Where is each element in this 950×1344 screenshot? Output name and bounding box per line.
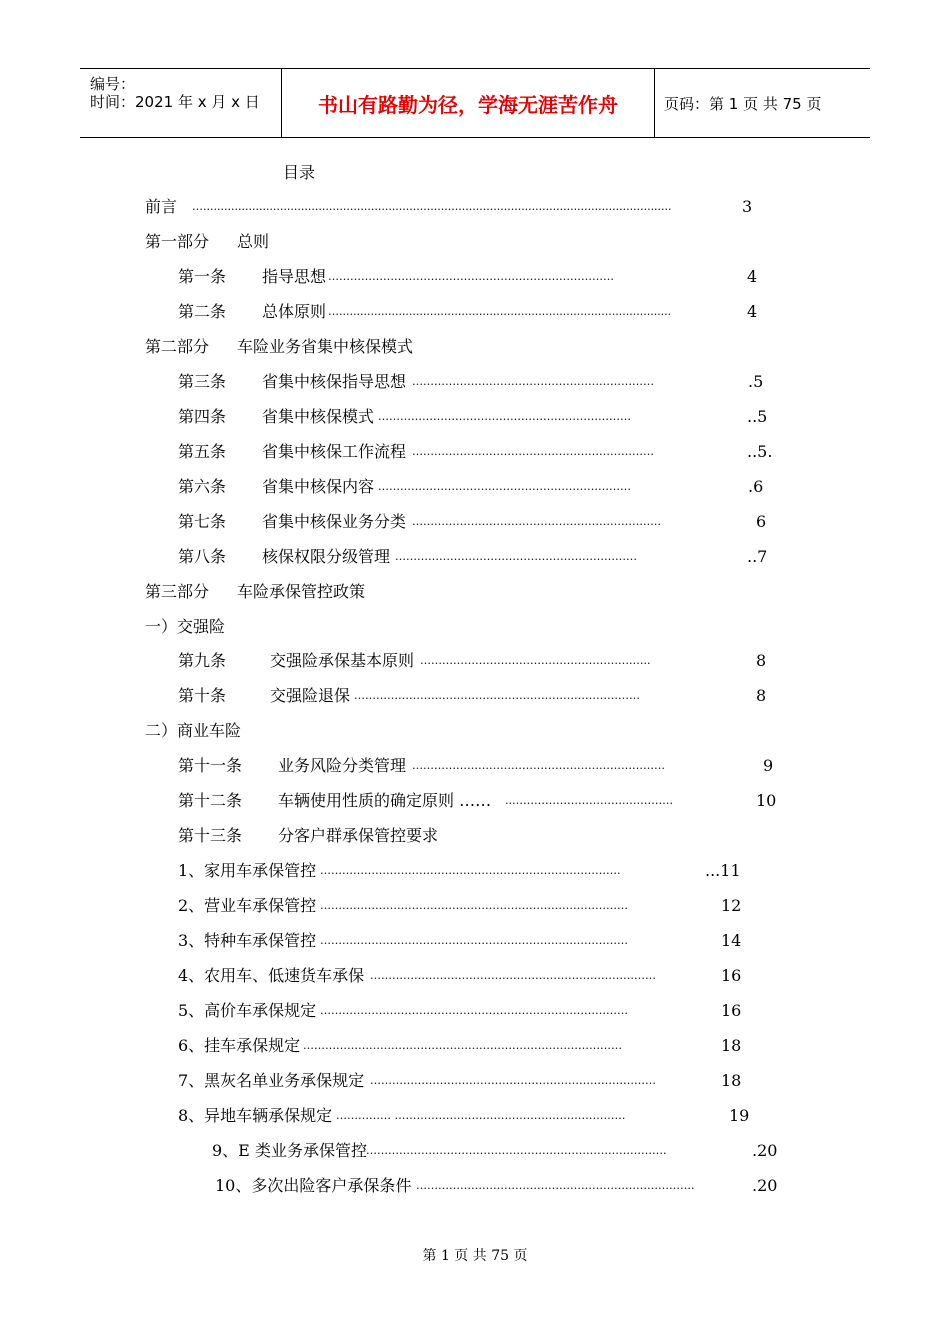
toc-entry-leader: ..………………………….…………. — [505, 794, 673, 807]
toc-entry-leader: ………………………………………………………………………… — [320, 1004, 628, 1017]
toc-entry-page: 4 — [747, 302, 758, 321]
toc-entry[interactable] — [178, 265, 800, 289]
toc-entry[interactable] — [178, 1104, 800, 1128]
toc-entry-title: 省集中核保业务分类 — [262, 512, 407, 531]
toc-entry[interactable] — [178, 824, 800, 848]
page-info: 页码：第 1 页 共 75 页 — [664, 94, 822, 113]
toc-entry-page: 12 — [721, 896, 742, 915]
toc-entry[interactable] — [178, 754, 800, 778]
toc-entry[interactable] — [178, 545, 800, 569]
toc-entry-title: 省集中核保指导思想 — [262, 372, 407, 391]
toc-entry-leader: …………… ……………………………………………………… — [336, 1109, 626, 1122]
toc-entry-leader: ………………………………………………………………………… — [320, 899, 628, 912]
toc-entry-leader: …………………………………………………………… — [378, 480, 631, 493]
toc-entry-page: 3 — [742, 197, 753, 216]
toc-entry-label: 第三条 — [178, 372, 227, 391]
toc-entry[interactable] — [212, 1139, 800, 1163]
doc-date-label: 时间：2021 年 x 月 x 日 — [90, 93, 260, 111]
toc-entry-page: 10 — [756, 791, 777, 810]
toc-entry-page: 19 — [729, 1106, 750, 1125]
toc-entry-title: 交强险承保基本原则 — [270, 651, 415, 670]
toc-entry-leader: ………………………………………………………… — [395, 550, 637, 563]
toc-entry[interactable] — [178, 300, 800, 324]
toc-entry[interactable] — [145, 335, 800, 359]
toc-entry-page: ..5. — [747, 442, 773, 461]
toc-entry-page: 8 — [756, 651, 767, 670]
toc-entry-page: .20 — [752, 1176, 778, 1195]
toc-entry-title: 总体原则 — [262, 302, 327, 321]
toc-entry[interactable] — [178, 405, 800, 429]
toc-entry[interactable] — [178, 894, 800, 918]
toc-entry-leader: ……………………………………………………….…. — [412, 515, 661, 528]
toc-entry-title: 省集中核保模式 — [262, 407, 375, 426]
toc-entry-label: 第九条 — [178, 651, 227, 670]
toc-entry-title: 指导思想 — [262, 267, 327, 286]
toc-entry[interactable] — [145, 195, 800, 219]
toc-entry-label: 10、多次出险客户承保条件 — [215, 1176, 412, 1195]
toc-entry-leader: …...................................................................................................................................... — [192, 200, 672, 213]
toc-entry-page: .5 — [748, 372, 764, 391]
toc-entry-page: ...11 — [705, 861, 741, 880]
toc-entry[interactable] — [215, 1174, 800, 1198]
toc-entry-page: 8 — [756, 686, 767, 705]
toc-entry-label: 第五条 — [178, 442, 227, 461]
toc-entry[interactable] — [178, 789, 800, 813]
toc-entry-page: 16 — [721, 1001, 742, 1020]
toc-entry[interactable] — [145, 615, 800, 639]
toc-entry-title: 总则 — [237, 232, 270, 251]
toc-entry-page: 9 — [763, 756, 774, 775]
toc-entry-leader: …………………………………………………………………………… — [303, 1039, 622, 1052]
toc-entry-label: 2、营业车承保管控 — [178, 896, 317, 915]
doc-id-label: 编号： — [90, 75, 136, 93]
toc-entry[interactable] — [145, 580, 800, 604]
toc-entry-label: 1、家用车承保管控 — [178, 861, 317, 880]
toc-entry-title: 核保权限分级管理 — [262, 547, 391, 566]
toc-entry-page: ..7 — [747, 547, 768, 566]
toc-entry-label: 第一部分 — [145, 232, 210, 251]
toc-entry-label: 二）商业车险 — [145, 721, 242, 740]
toc-entry-page: 4 — [747, 267, 758, 286]
toc-entry-label: 第十二条 — [178, 791, 243, 810]
toc-entry-label: 3、特种车承保管控 — [178, 931, 317, 950]
toc-entry-label: 第二条 — [178, 302, 227, 321]
toc-entry-label: 第十条 — [178, 686, 227, 705]
toc-title: 目录 — [283, 163, 316, 182]
page-footer: 第 1 页 共 75 页 — [422, 1248, 528, 1264]
toc-entry[interactable] — [178, 684, 800, 708]
motto-text: 书山有路勤为径，学海无涯苦作舟 — [282, 69, 655, 137]
toc-entry[interactable] — [178, 649, 800, 673]
toc-entry[interactable] — [178, 510, 800, 534]
toc-entry-label: 6、挂车承保规定 — [178, 1036, 301, 1055]
toc-entry-leader: ………………………………………………………… — [412, 445, 654, 458]
toc-entry-label: 前言 — [145, 197, 178, 216]
toc-entry[interactable] — [145, 719, 800, 743]
toc-entry-leader: …………………………………………………………………. — [416, 1179, 695, 1192]
toc-entry-page: 14 — [721, 931, 742, 950]
toc-entry[interactable] — [178, 1069, 800, 1093]
toc-entry-label: 8、异地车辆承保规定 — [178, 1106, 333, 1125]
toc-entry-page: .20 — [752, 1141, 778, 1160]
toc-entry-leader: ………………………………………………………………………. — [320, 864, 621, 877]
toc-entry[interactable] — [145, 230, 800, 254]
toc-entry-label: 第三部分 — [145, 582, 210, 601]
toc-entry-leader: …………………………………………………………………… — [328, 270, 614, 283]
toc-entry-label: 5、高价车承保规定 — [178, 1001, 317, 1020]
toc-entry-page: .6 — [748, 477, 764, 496]
toc-entry[interactable] — [178, 929, 800, 953]
toc-entry-page: 18 — [721, 1071, 742, 1090]
toc-entry-page: 6 — [756, 512, 767, 531]
toc-entry[interactable] — [178, 1034, 800, 1058]
toc-entry-label: 第一条 — [178, 267, 227, 286]
toc-entry-label: 第四条 — [178, 407, 227, 426]
toc-entry-label: 第七条 — [178, 512, 227, 531]
toc-entry-title: 省集中核保内容 — [262, 477, 375, 496]
toc-entry-label: 第八条 — [178, 547, 227, 566]
toc-entry-title: 分客户群承保管控要求 — [278, 826, 439, 845]
toc-entry-label: 第六条 — [178, 477, 227, 496]
toc-entry-leader: …………………………………………………………………… — [354, 689, 640, 702]
toc-entry-label: 4、农用车、低速货车承保 — [178, 966, 365, 985]
toc-entry-label: 7、黑灰名单业务承保规定 — [178, 1071, 365, 1090]
toc-entry-leader: ………………………………………………………… — [412, 375, 654, 388]
toc-entry-label: 第十三条 — [178, 826, 243, 845]
toc-entry-title: 业务风险分类管理 — [278, 756, 407, 775]
toc-entry[interactable] — [178, 859, 800, 883]
toc-entry-leader: ………………………………………………………………………. — [366, 1144, 667, 1157]
toc-entry-leader: ………………………………………………….….. — [420, 654, 651, 667]
toc-entry[interactable] — [178, 370, 800, 394]
toc-entry-title: 车险业务省集中核保模式 — [237, 337, 414, 356]
toc-entry-label: 第十一条 — [178, 756, 243, 775]
toc-entry-page: 18 — [721, 1036, 742, 1055]
toc-entry-page: ..5 — [747, 407, 768, 426]
header-table — [80, 68, 870, 138]
header-meta-cell — [80, 69, 282, 137]
toc-entry-label: 一）交强险 — [145, 617, 226, 636]
toc-entry-leader: …………………………………………………………… — [378, 410, 631, 423]
toc-entry-label: 9、E 类业务承保管控 — [212, 1141, 367, 1160]
toc-entry-leader: …............................................................................................... — [328, 305, 672, 318]
toc-entry-leader: …………………………………………………………………… — [370, 969, 656, 982]
toc-entry[interactable] — [178, 440, 800, 464]
toc-entry-title: 省集中核保工作流程 — [262, 442, 407, 461]
toc-entry-leader: …………………………………………………………… — [412, 759, 665, 772]
toc-entry-title: 车辆使用性质的确定原则 …… — [278, 791, 492, 810]
toc-entry-title: 交强险退保 — [270, 686, 351, 705]
toc-entry-leader: ………………………………………………………………………… — [320, 934, 628, 947]
toc-entry-title: 车险承保管控政策 — [237, 582, 366, 601]
toc-entry-page: 16 — [721, 966, 742, 985]
toc-entry[interactable] — [178, 964, 800, 988]
toc-entry[interactable] — [178, 999, 800, 1023]
toc-entry[interactable] — [178, 475, 800, 499]
toc-entry-leader: …………………………………………………………………… — [370, 1074, 656, 1087]
toc-entry-label: 第二部分 — [145, 337, 210, 356]
